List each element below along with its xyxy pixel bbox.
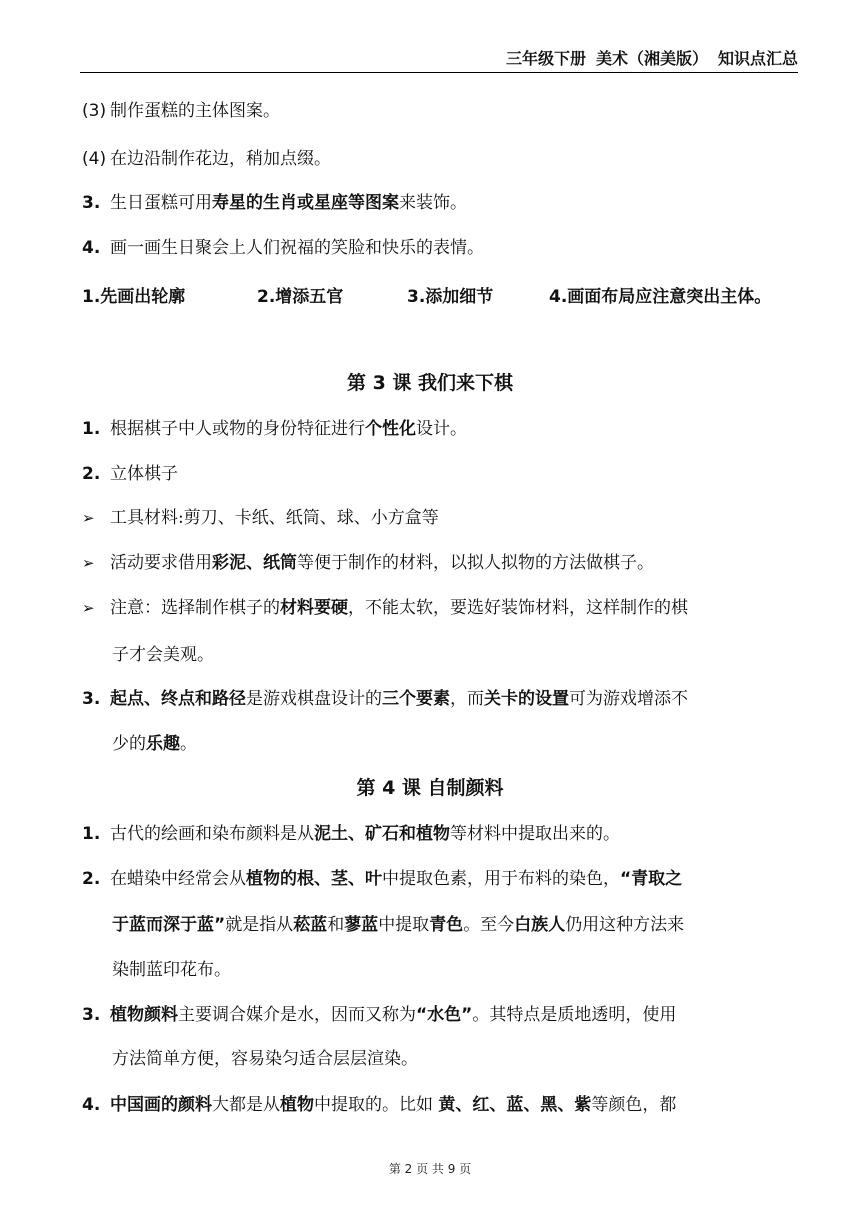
- header-subject: 美术（湘美版）: [595, 49, 708, 68]
- lesson-4-title: 第 4 课 自制颜料: [356, 777, 504, 799]
- lesson-4-paragraph-3: 3. 植物颜料主要调合媒介是水，因而又称为“水色”。其特点是质地透明，使用: [82, 1005, 677, 1025]
- sub-step-4: (4) 在边沿制作花边，稍加点缀。: [82, 149, 331, 169]
- header-summary: 知识点汇总: [717, 49, 798, 68]
- header-rule: [80, 72, 798, 73]
- paragraph-3: 3. 生日蛋糕可用寿星的生肖或星座等图案来装饰。: [82, 193, 467, 213]
- lesson-3-paragraph-3-continued: 少的乐趣。: [112, 734, 197, 754]
- lesson-4-paragraph-1: 1. 古代的绘画和染布颜料是从泥土、矿石和植物等材料中提取出来的。: [82, 824, 620, 844]
- lesson-4-paragraph-2-continued: 于蓝而深于蓝”就是指从菘蓝和蓼蓝中提取青色。至今白族人仍用这种方法来: [112, 915, 685, 935]
- lesson-4-paragraph-4: 4. 中国画的颜料大都是从植物中提取的。比如 黄、红、蓝、黑、紫等颜色，都: [82, 1095, 677, 1115]
- lesson-3-bullet-2: ➢ 活动要求借用彩泥、纸筒等便于制作的材料，以拟人拟物的方法做棋子。: [82, 553, 654, 573]
- arrow-bullet-icon: ➢: [82, 554, 95, 572]
- lesson-4-paragraph-2-end: 染制蓝印花布。: [112, 960, 231, 980]
- page-footer: 第 2 页 共 9 页: [388, 1162, 472, 1176]
- lesson-3-bullet-3-continued: 子才会美观。: [112, 645, 214, 665]
- lesson-3-paragraph-2: 2. 立体棋子: [82, 464, 178, 484]
- lesson-4-paragraph-2: 2. 在蜡染中经常会从植物的根、茎、叶中提取色素，用于布料的染色，“青取之: [82, 869, 683, 889]
- header-grade: 三年级下册: [505, 49, 586, 68]
- paragraph-4: 4. 画一画生日聚会上人们祝福的笑脸和快乐的表情。: [82, 238, 484, 258]
- step-item: 2.增添五官: [257, 287, 344, 307]
- sub-step-3: (3) 制作蛋糕的主体图案。: [82, 101, 280, 121]
- arrow-bullet-icon: ➢: [82, 599, 95, 617]
- page-header: [496, 46, 798, 69]
- arrow-bullet-icon: ➢: [82, 509, 95, 527]
- step-item: 3.添加细节: [407, 287, 494, 307]
- lesson-3-paragraph-1: 1. 根据棋子中人或物的身份特征进行个性化设计。: [82, 419, 467, 439]
- lesson-3-title: 第 3 课 我们来下棋: [346, 372, 514, 394]
- step-item: 4.画面布局应注意突出主体。: [549, 287, 772, 307]
- lesson-3-bullet-3: ➢ 注意：选择制作棋子的材料要硬，不能太软，要选好装饰材料，这样制作的棋: [82, 598, 688, 618]
- step-item: 1.先画出轮廓: [82, 287, 186, 307]
- lesson-3-paragraph-3: 3. 起点、终点和路径是游戏棋盘设计的三个要素，而关卡的设置可为游戏增添不: [82, 689, 688, 709]
- lesson-4-paragraph-3-continued: 方法简单方便，容易染匀适合层层渲染。: [112, 1049, 418, 1069]
- lesson-3-bullet-1: ➢ 工具材料:剪刀、卡纸、纸筒、球、小方盒等: [82, 508, 439, 528]
- drawing-steps: [82, 282, 771, 307]
